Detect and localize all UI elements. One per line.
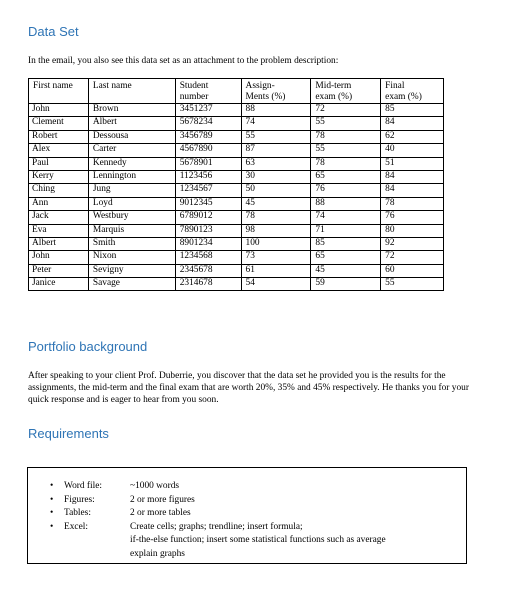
table-cell: 65 <box>311 251 381 264</box>
table-cell: Jung <box>88 184 175 197</box>
table-cell: Brown <box>88 104 175 117</box>
table-cell: 84 <box>381 170 444 183</box>
table-cell: 4567890 <box>175 144 241 157</box>
table-cell: 55 <box>311 144 381 157</box>
bullet-icon <box>50 534 64 548</box>
table-cell: 7890123 <box>175 224 241 237</box>
table-cell: 78 <box>241 211 311 224</box>
table-cell: 100 <box>241 237 311 250</box>
table-cell: 2314678 <box>175 278 241 291</box>
table-row <box>29 157 444 170</box>
table-cell: Alex <box>29 144 89 157</box>
table-cell: 3456789 <box>175 130 241 143</box>
table-cell: 40 <box>381 144 444 157</box>
table-cell: 76 <box>311 184 381 197</box>
requirement-value: 2 or more figures <box>130 494 195 505</box>
table-cell: 71 <box>311 224 381 237</box>
table-cell: John <box>29 104 89 117</box>
table-cell: 54 <box>241 278 311 291</box>
table-cell: Kerry <box>29 170 89 183</box>
table-cell: Savage <box>88 278 175 291</box>
table-cell: 45 <box>311 264 381 277</box>
table-cell: 63 <box>241 157 311 170</box>
table-cell: 59 <box>311 278 381 291</box>
table-cell: 3451237 <box>175 104 241 117</box>
requirement-label <box>64 534 130 548</box>
requirement-value: if-the-else function; insert some statistical functions such as average <box>130 535 386 545</box>
requirement-item <box>50 521 450 535</box>
table-cell: Ching <box>29 184 89 197</box>
table-cell: Albert <box>29 237 89 250</box>
table-header-cell: Last name <box>88 79 175 93</box>
table-cell: John <box>29 251 89 264</box>
table-cell: 72 <box>381 251 444 264</box>
table-cell: 72 <box>311 104 381 117</box>
table-header-cell: Ments (%) <box>241 92 311 104</box>
table-row <box>29 117 444 130</box>
table-header-cell <box>29 92 89 104</box>
bullet-icon: • <box>50 481 54 491</box>
requirement-item <box>50 548 450 562</box>
table-cell: Eva <box>29 224 89 237</box>
table-cell: 5678234 <box>175 117 241 130</box>
table-cell: 74 <box>241 117 311 130</box>
table-row <box>29 211 444 224</box>
table-cell: 88 <box>241 104 311 117</box>
requirement-value: explain graphs <box>130 548 185 559</box>
bullet-icon <box>50 548 64 562</box>
table-cell: Kennedy <box>88 157 175 170</box>
table-row <box>29 237 444 250</box>
data-set-intro: In the email, you also see this data set as an attachment to the problem description: <box>28 56 339 66</box>
table-cell: Janice <box>29 278 89 291</box>
table-cell: 1123456 <box>175 170 241 183</box>
bullet-icon: • <box>50 508 54 518</box>
table-header-row <box>29 79 444 93</box>
requirement-label: Tables: <box>64 508 91 518</box>
table-cell: 88 <box>311 197 381 210</box>
table-cell: Nixon <box>88 251 175 264</box>
requirement-item <box>50 494 450 508</box>
table-cell: 73 <box>241 251 311 264</box>
table-row <box>29 104 444 117</box>
table-header-cell: Assign- <box>241 79 311 93</box>
table-header-cell: Mid-term <box>311 79 381 93</box>
table-cell: Loyd <box>88 197 175 210</box>
table-cell: 9012345 <box>175 197 241 210</box>
table-cell: Dessousa <box>88 130 175 143</box>
table-row <box>29 144 444 157</box>
table-row <box>29 170 444 183</box>
table-cell: Jack <box>29 211 89 224</box>
table-cell: 61 <box>241 264 311 277</box>
requirement-label <box>64 548 130 562</box>
requirement-item <box>50 480 450 494</box>
table-row <box>29 224 444 237</box>
table-cell: Paul <box>29 157 89 170</box>
portfolio-heading: Portfolio background <box>28 339 148 354</box>
table-cell: Albert <box>88 117 175 130</box>
table-header-cell <box>88 92 175 104</box>
table-cell: 62 <box>381 130 444 143</box>
requirement-value: Create cells; graphs; trendline; insert formula; <box>130 521 303 532</box>
table-cell: 55 <box>381 278 444 291</box>
table-cell: Carter <box>88 144 175 157</box>
table-header-cell: exam (%) <box>311 92 381 104</box>
table-cell: Marquis <box>88 224 175 237</box>
table-header-cell: exam (%) <box>381 92 444 104</box>
table-row <box>29 130 444 143</box>
requirements-box <box>27 467 467 564</box>
table-cell: 84 <box>381 117 444 130</box>
requirement-label: Figures: <box>64 494 95 505</box>
table-cell: Clement <box>29 117 89 130</box>
table-cell: 65 <box>311 170 381 183</box>
table-row <box>29 251 444 264</box>
table-cell: 84 <box>381 184 444 197</box>
requirement-label: Word file: <box>64 481 103 491</box>
requirement-value: ~1000 words <box>130 481 180 491</box>
table-cell: 74 <box>311 211 381 224</box>
table-row <box>29 264 444 277</box>
table-header-cell: First name <box>29 79 89 93</box>
requirements-list <box>50 480 450 561</box>
requirement-item <box>50 507 450 521</box>
table-cell: 60 <box>381 264 444 277</box>
table-cell: 50 <box>241 184 311 197</box>
table-row <box>29 197 444 210</box>
table-cell: Lennington <box>88 170 175 183</box>
table-cell: 51 <box>381 157 444 170</box>
bullet-icon: • <box>50 494 54 505</box>
table-header-cell: Final <box>381 79 444 93</box>
table-cell: Smith <box>88 237 175 250</box>
table-cell: 78 <box>381 197 444 210</box>
table-cell: 6789012 <box>175 211 241 224</box>
table-cell: 87 <box>241 144 311 157</box>
table-cell: 1234567 <box>175 184 241 197</box>
table-cell: Peter <box>29 264 89 277</box>
portfolio-text: After speaking to your client Prof. Duberrie, you discover that the data set he provided you is the results for the assignments, the mid-term and the final exam that are worth 20%, 35% and 45% respectively. He thanks you for your quick response and is eager to hear from you soon. <box>28 371 469 405</box>
table-header-cell: number <box>175 92 241 104</box>
table-cell: 92 <box>381 237 444 250</box>
table-cell: 80 <box>381 224 444 237</box>
table-cell: 55 <box>241 130 311 143</box>
table-cell: 8901234 <box>175 237 241 250</box>
table-cell: Sevigny <box>88 264 175 277</box>
table-cell: 85 <box>311 237 381 250</box>
requirements-heading: Requirements <box>28 426 109 441</box>
requirement-value: 2 or more tables <box>130 508 191 518</box>
table-cell: Westbury <box>88 211 175 224</box>
table-header-cell: Student <box>175 79 241 93</box>
table-cell: 85 <box>381 104 444 117</box>
table-cell: 55 <box>311 117 381 130</box>
table-cell: 2345678 <box>175 264 241 277</box>
table-row <box>29 278 444 291</box>
table-cell: 76 <box>381 211 444 224</box>
table-header-row <box>29 92 444 104</box>
table-cell: 5678901 <box>175 157 241 170</box>
table-cell: 78 <box>311 130 381 143</box>
table-cell: Ann <box>29 197 89 210</box>
table-cell: 45 <box>241 197 311 210</box>
table-cell: 1234568 <box>175 251 241 264</box>
student-results-table <box>28 78 444 291</box>
table-row <box>29 184 444 197</box>
requirement-label: Excel: <box>64 521 88 532</box>
table-cell: 78 <box>311 157 381 170</box>
table-cell: Robert <box>29 130 89 143</box>
table-cell: 30 <box>241 170 311 183</box>
bullet-icon: • <box>50 521 54 532</box>
table-cell: 98 <box>241 224 311 237</box>
requirement-item <box>50 534 450 548</box>
data-set-heading: Data Set <box>28 24 79 39</box>
